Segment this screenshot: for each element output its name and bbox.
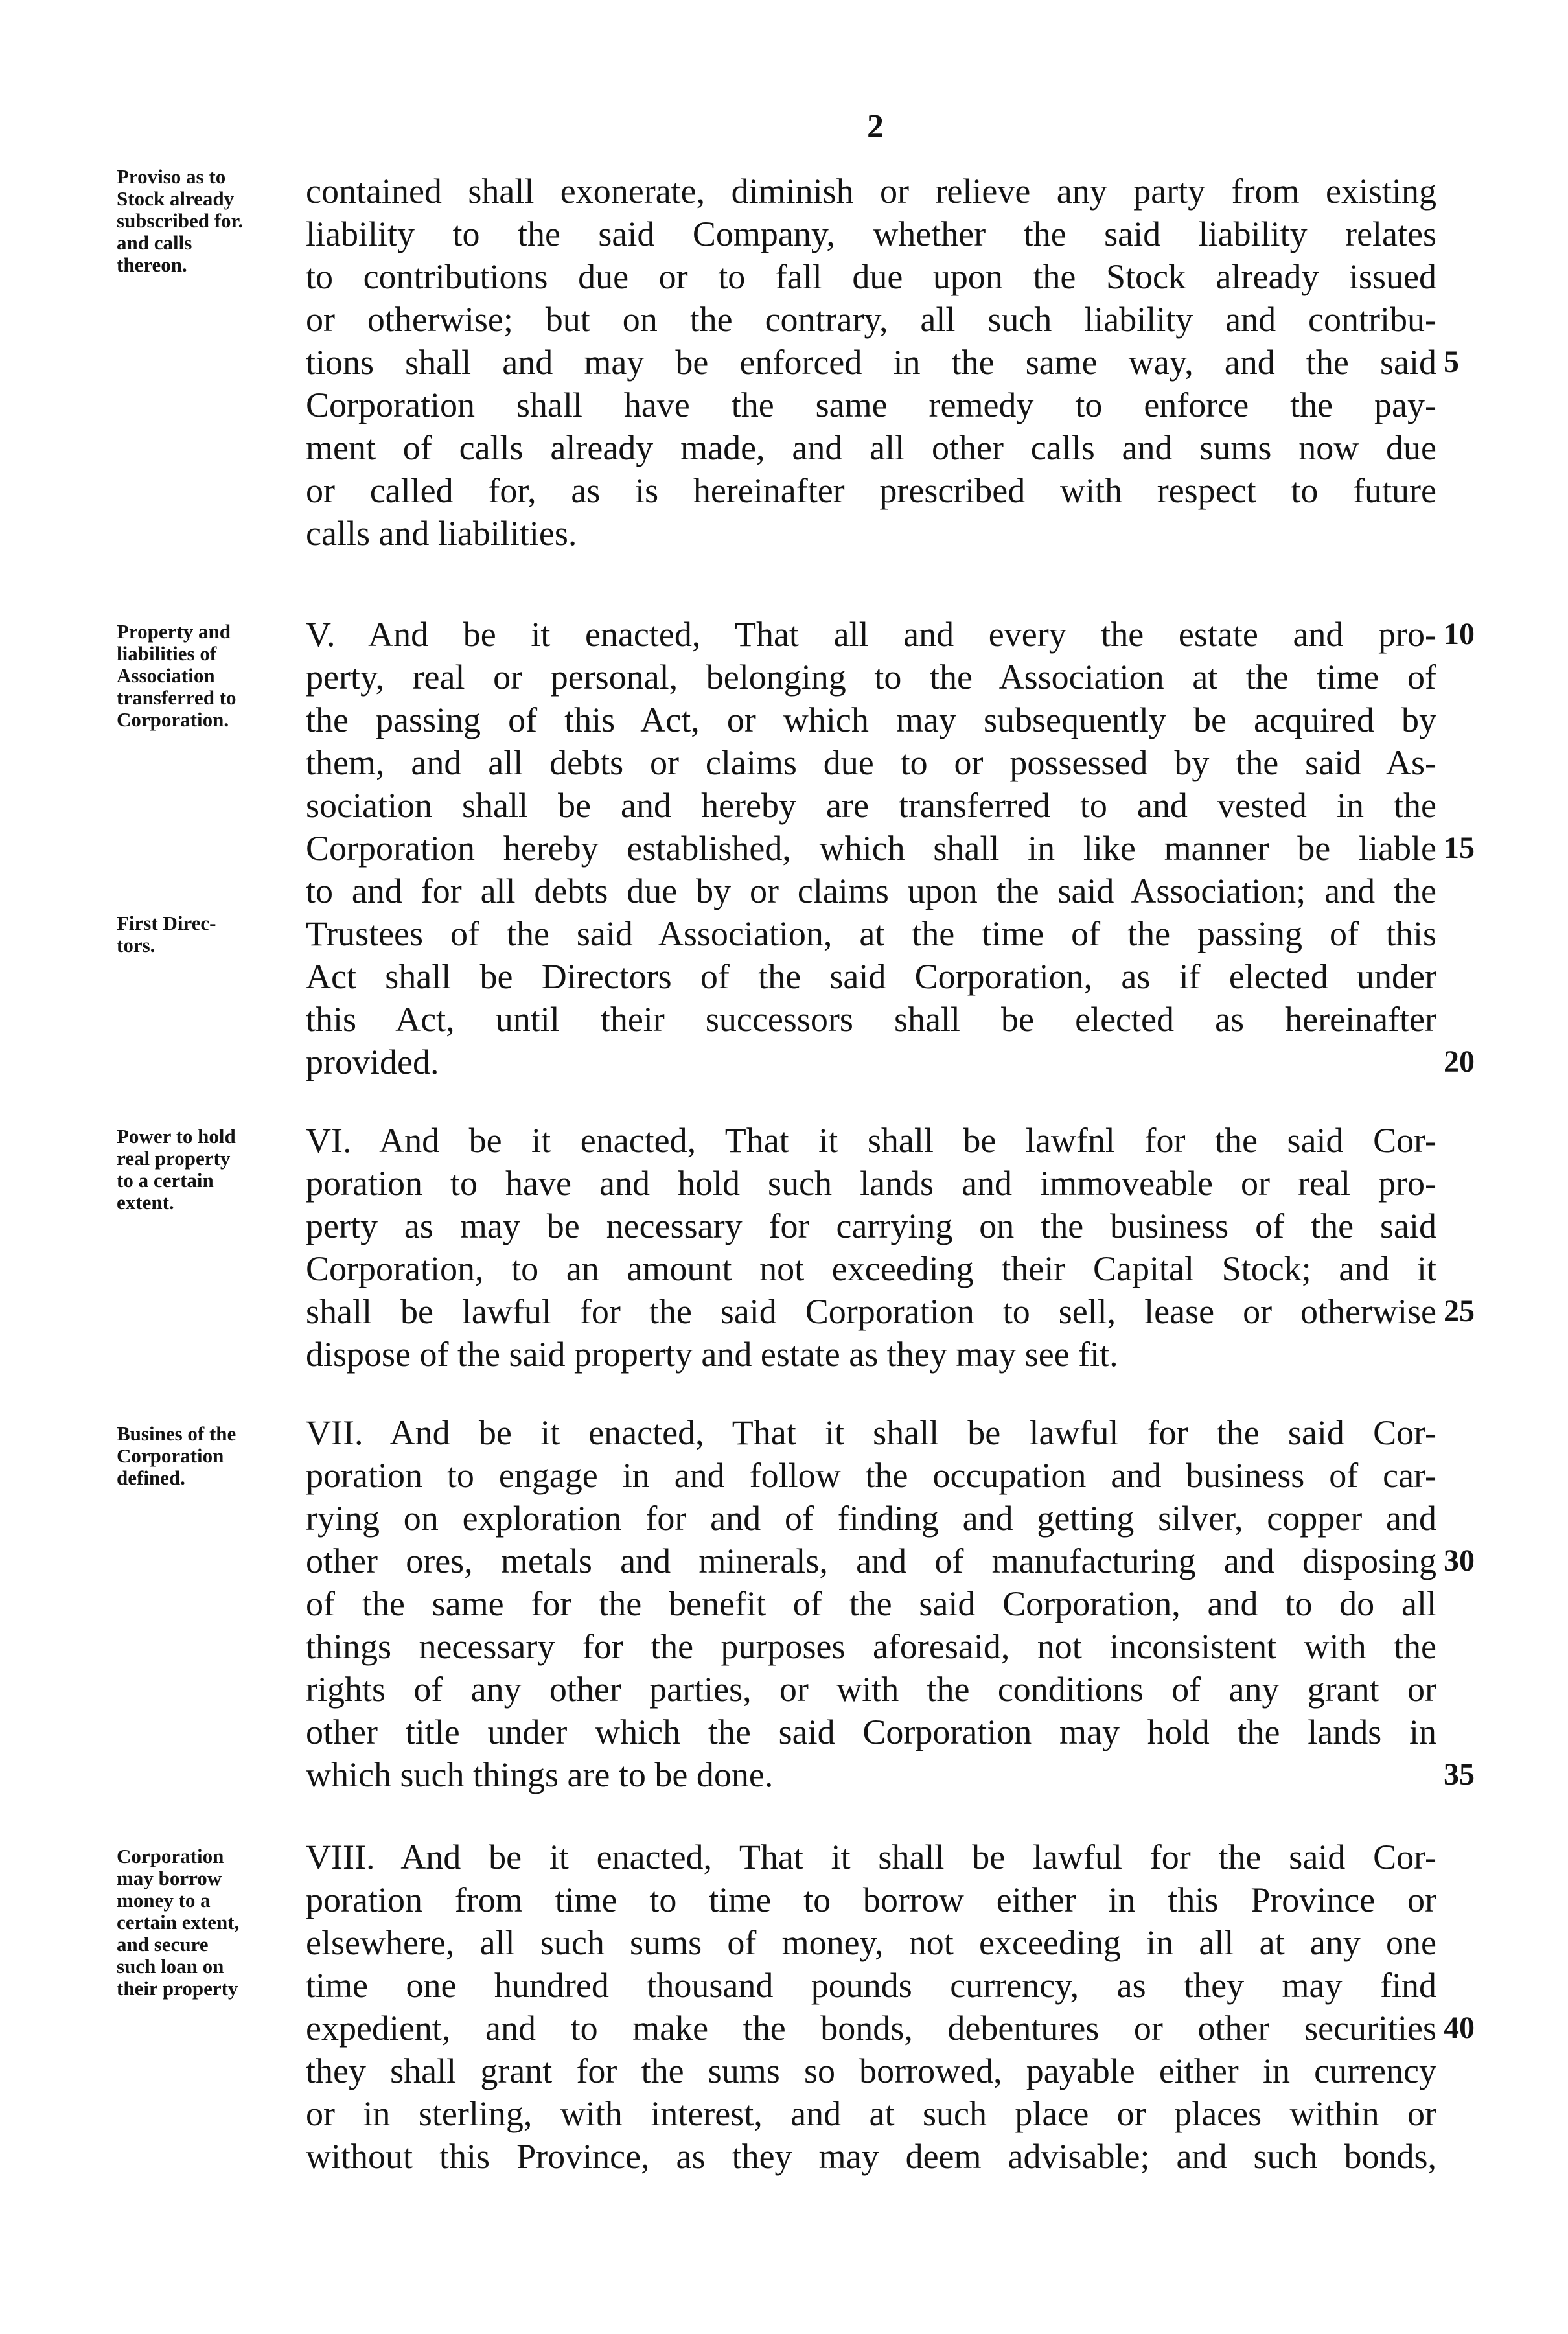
sidenote-line: Busines of the (117, 1422, 236, 1445)
text-line: tions shall and may be enforced in the same way, and the said (306, 343, 1436, 382)
text-line: provided. (306, 1043, 439, 1081)
sidenote-borrow (117, 1845, 305, 2000)
sidenote-line: such loan on (117, 1955, 224, 1978)
sidenote-proviso (117, 166, 305, 276)
text-line: poration to have and hold such lands and immoveable or real pro- (306, 1164, 1436, 1203)
text-line: or in sterling, with interest, and at such place or places within or (306, 2094, 1436, 2133)
text-line: Act shall be Directors of the said Corporation, as if elected under (306, 957, 1436, 996)
sidenote-property (117, 621, 305, 731)
text-line: other ores, metals and minerals, and of manufacturing and disposing (306, 1542, 1436, 1580)
text-line: to and for all debts due by or claims upon the said Association; and the (306, 872, 1436, 910)
text-line: them, and all debts or claims due to or possessed by the said As- (306, 743, 1436, 782)
sidenote-line: and secure (117, 1933, 209, 1956)
text-line: perty, real or personal, belonging to the Association at the time of (306, 658, 1436, 697)
sidenote-line: Property and (117, 620, 231, 643)
sidenote-line: Association (117, 664, 215, 687)
text-line: Trustees of the said Association, at the time of the passing of this (306, 914, 1436, 953)
text-line: perty as may be necessary for carrying on the business of the said (306, 1207, 1436, 1245)
text-line: without this Province, as they may deem advisable; and such bonds, (306, 2137, 1436, 2176)
text-line: contained shall exonerate, diminish or relieve any party from existing (306, 172, 1436, 211)
sidenote-line: Corporation (117, 1845, 224, 1867)
page-number: 2 (867, 108, 884, 145)
sidenote-line: extent. (117, 1191, 174, 1214)
text-line: V. And be it enacted, That all and every the estate and pro- (306, 615, 1436, 654)
text-line: this Act, until their successors shall be elected as hereinafter (306, 1000, 1436, 1039)
text-line: elsewhere, all such sums of money, not exceeding in all at any one (306, 1923, 1436, 1962)
sidenote-line: may borrow (117, 1867, 222, 1889)
text-line: sociation shall be and hereby are transferred to and vested in the (306, 786, 1436, 825)
sidenote-first-directors (117, 912, 305, 956)
sidenote-business (117, 1423, 305, 1489)
sidenote-line: thereon. (117, 253, 187, 276)
sidenote-line: Stock already (117, 187, 235, 210)
sidenote-line: tors. (117, 934, 156, 956)
text-line: VI. And be it enacted, That it shall be lawfnl for the said Cor- (306, 1121, 1436, 1160)
sidenote-line: transferred to (117, 686, 236, 709)
sidenote-line: First Direc- (117, 912, 216, 934)
sidenote-line: to a certain (117, 1169, 214, 1192)
text-line: Corporation hereby established, which shall in like manner be liable (306, 829, 1436, 868)
text-line: VII. And be it enacted, That it shall be lawful for the said Cor- (306, 1413, 1436, 1452)
text-line: expedient, and to make the bonds, debentures or other securities (306, 2009, 1436, 2048)
text-line: poration from time to time to borrow either in this Province or (306, 1880, 1436, 1919)
sidenote-line: and calls (117, 231, 192, 254)
sidenote-line: Power to hold (117, 1125, 236, 1148)
sidenote-line: real property (117, 1147, 231, 1170)
text-line: to contributions due or to fall due upon the Stock already issued (306, 257, 1436, 296)
line-number: 25 (1444, 1294, 1475, 1328)
sidenote-line: money to a (117, 1889, 211, 1912)
text-line: Corporation, to an amount not exceeding their Capital Stock; and it (306, 1249, 1436, 1288)
text-line: liability to the said Company, whether the said liability relates (306, 214, 1436, 253)
text-line: which such things are to be done. (306, 1755, 774, 1794)
sidenote-line: liabilities of (117, 642, 217, 665)
text-line: things necessary for the purposes aforesaid, not inconsistent with the (306, 1627, 1436, 1666)
text-line: of the same for the benefit of the said Corporation, and to do all (306, 1584, 1436, 1623)
line-number: 35 (1444, 1757, 1475, 1792)
line-number: 15 (1444, 831, 1475, 865)
text-line: VIII. And be it enacted, That it shall be lawful for the said Cor- (306, 1838, 1436, 1877)
sidenote-line: Proviso as to (117, 165, 226, 188)
text-line: or otherwise; but on the contrary, all such liability and contribu- (306, 300, 1436, 339)
sidenote-line: defined. (117, 1466, 185, 1489)
sidenote-line: subscribed for. (117, 209, 244, 232)
text-line: they shall grant for the sums so borrowed, payable either in currency (306, 2051, 1436, 2090)
text-line: the passing of this Act, or which may subsequently be acquired by (306, 700, 1436, 739)
text-line: dispose of the said property and estate as they may see fit. (306, 1335, 1118, 1374)
text-line: Corporation shall have the same remedy to enforce the pay- (306, 386, 1436, 424)
sidenote-line: Corporation. (117, 708, 229, 731)
text-line: other title under which the said Corporation may hold the lands in (306, 1713, 1436, 1751)
line-number: 20 (1444, 1045, 1475, 1079)
line-number: 30 (1444, 1543, 1475, 1578)
text-line: rying on exploration for and of finding and getting silver, copper and (306, 1499, 1436, 1538)
text-line: time one hundred thousand pounds currency, as they may find (306, 1966, 1436, 2005)
text-line: poration to engage in and follow the occupation and business of car- (306, 1456, 1436, 1495)
sidenote-line: their property (117, 1977, 238, 2000)
sidenote-line: Corporation (117, 1444, 224, 1467)
line-number: 5 (1444, 345, 1459, 379)
line-number: 10 (1444, 617, 1475, 651)
line-number: 40 (1444, 2011, 1475, 2045)
text-line: or called for, as is hereinafter prescribed with respect to future (306, 471, 1436, 510)
text-line: shall be lawful for the said Corporation to sell, lease or otherwise (306, 1292, 1436, 1331)
text-line: calls and liabilities. (306, 514, 577, 553)
text-line: ment of calls already made, and all other calls and sums now due (306, 428, 1436, 467)
text-line: rights of any other parties, or with the conditions of any grant or (306, 1670, 1436, 1709)
sidenote-power-to-hold (117, 1126, 305, 1214)
sidenote-line: certain extent, (117, 1911, 240, 1934)
